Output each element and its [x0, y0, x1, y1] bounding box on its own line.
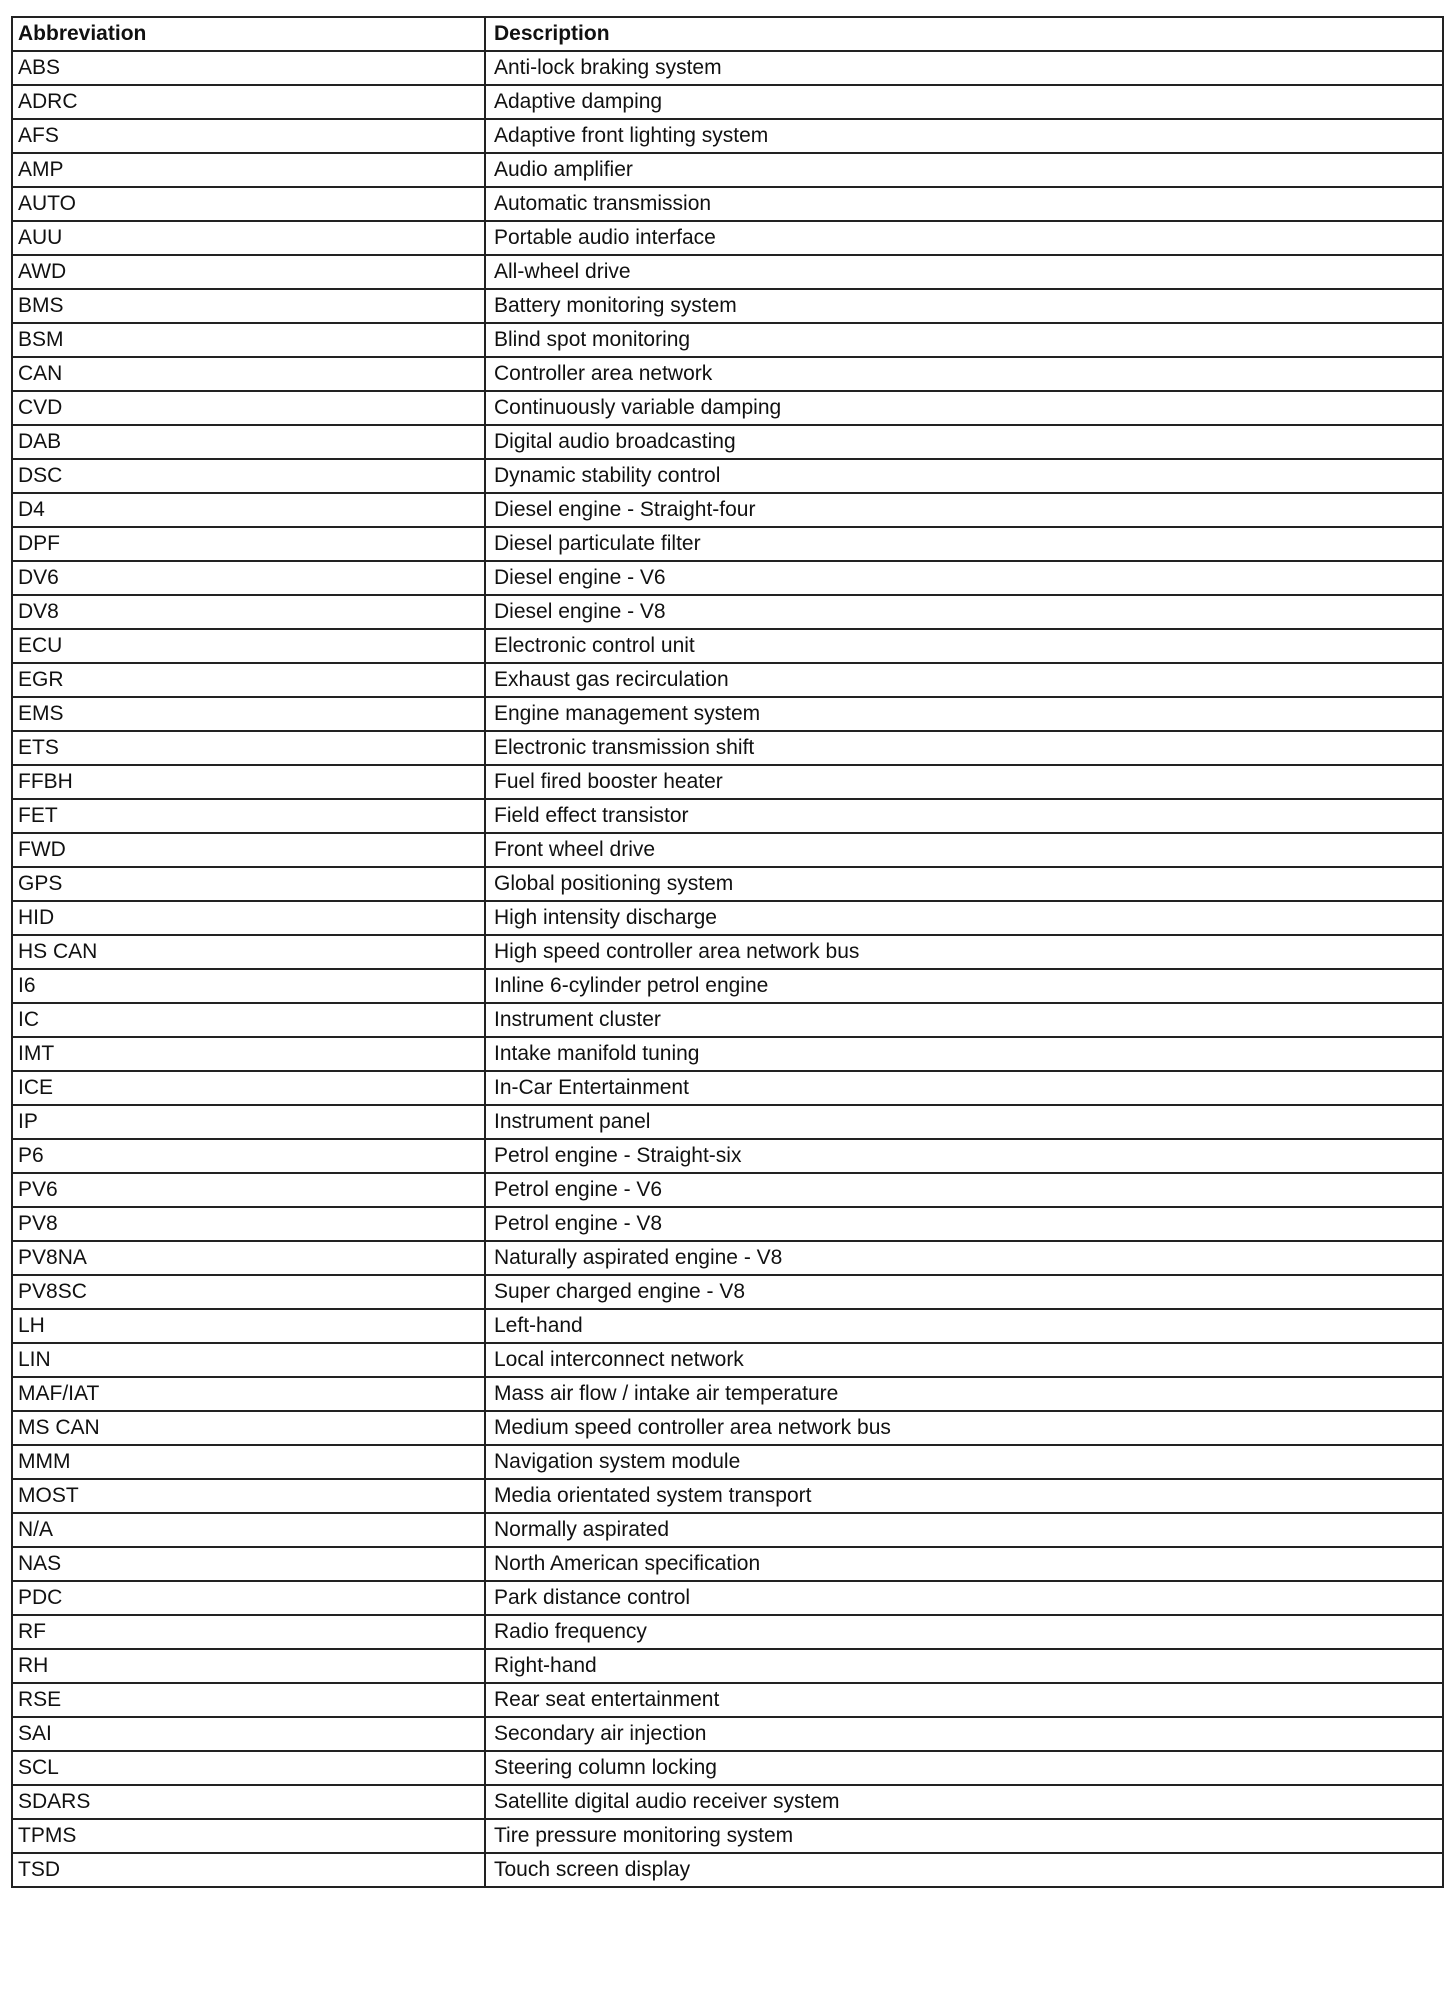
table-row: [12, 765, 1443, 799]
abbreviation-cell: MOST: [12, 1479, 485, 1513]
table-row: [12, 833, 1443, 867]
description-cell: Engine management system: [485, 697, 1443, 731]
description-cell: Local interconnect network: [485, 1343, 1443, 1377]
abbreviation-cell: PV8NA: [12, 1241, 485, 1275]
description-cell: Radio frequency: [485, 1615, 1443, 1649]
abbreviation-cell: NAS: [12, 1547, 485, 1581]
abbreviation-cell: AUU: [12, 221, 485, 255]
description-cell: Media orientated system transport: [485, 1479, 1443, 1513]
description-cell: Normally aspirated: [485, 1513, 1443, 1547]
description-cell: Diesel engine - Straight-four: [485, 493, 1443, 527]
abbreviation-cell: RSE: [12, 1683, 485, 1717]
table-row: [12, 1309, 1443, 1343]
description-cell: Exhaust gas recirculation: [485, 663, 1443, 697]
table-row: [12, 1717, 1443, 1751]
abbreviation-cell: PV8SC: [12, 1275, 485, 1309]
description-cell: Inline 6-cylinder petrol engine: [485, 969, 1443, 1003]
table-row: [12, 595, 1443, 629]
description-cell: Park distance control: [485, 1581, 1443, 1615]
table-row: [12, 527, 1443, 561]
abbreviation-cell: AUTO: [12, 187, 485, 221]
header-abbreviation: Abbreviation: [12, 17, 485, 51]
abbreviation-cell: CAN: [12, 357, 485, 391]
abbreviation-cell: HID: [12, 901, 485, 935]
header-description: Description: [485, 17, 1443, 51]
table-row: [12, 901, 1443, 935]
description-cell: Global positioning system: [485, 867, 1443, 901]
table-row: [12, 1343, 1443, 1377]
description-cell: Digital audio broadcasting: [485, 425, 1443, 459]
header-row: [12, 17, 1443, 51]
description-cell: All-wheel drive: [485, 255, 1443, 289]
table-row: [12, 1275, 1443, 1309]
table-row: [12, 1411, 1443, 1445]
table-row: [12, 357, 1443, 391]
abbreviation-cell: PV6: [12, 1173, 485, 1207]
description-cell: Portable audio interface: [485, 221, 1443, 255]
table-row: [12, 1683, 1443, 1717]
description-cell: Right-hand: [485, 1649, 1443, 1683]
abbreviation-cell: CVD: [12, 391, 485, 425]
abbreviation-cell: DPF: [12, 527, 485, 561]
table-row: [12, 1513, 1443, 1547]
abbreviation-cell: SCL: [12, 1751, 485, 1785]
description-cell: Instrument cluster: [485, 1003, 1443, 1037]
abbreviation-cell: AFS: [12, 119, 485, 153]
abbreviation-cell: DV6: [12, 561, 485, 595]
table-row: [12, 1615, 1443, 1649]
table-row: [12, 969, 1443, 1003]
table-row: [12, 425, 1443, 459]
description-cell: Anti-lock braking system: [485, 51, 1443, 85]
abbreviation-cell: RF: [12, 1615, 485, 1649]
abbreviation-table: [11, 16, 1444, 1888]
table-row: [12, 1105, 1443, 1139]
abbreviation-cell: AMP: [12, 153, 485, 187]
description-cell: Rear seat entertainment: [485, 1683, 1443, 1717]
abbreviation-cell: EMS: [12, 697, 485, 731]
description-cell: Blind spot monitoring: [485, 323, 1443, 357]
table-row: [12, 1445, 1443, 1479]
abbreviation-cell: HS CAN: [12, 935, 485, 969]
description-cell: Petrol engine - V8: [485, 1207, 1443, 1241]
table-row: [12, 1037, 1443, 1071]
table-row: [12, 1003, 1443, 1037]
table-row: [12, 1241, 1443, 1275]
description-cell: High speed controller area network bus: [485, 935, 1443, 969]
abbreviation-cell: IC: [12, 1003, 485, 1037]
table-row: [12, 459, 1443, 493]
abbreviation-cell: IMT: [12, 1037, 485, 1071]
abbreviation-cell: PV8: [12, 1207, 485, 1241]
description-cell: Fuel fired booster heater: [485, 765, 1443, 799]
description-cell: Diesel engine - V8: [485, 595, 1443, 629]
table-row: [12, 935, 1443, 969]
abbreviation-cell: MMM: [12, 1445, 485, 1479]
description-cell: Electronic transmission shift: [485, 731, 1443, 765]
description-cell: Audio amplifier: [485, 153, 1443, 187]
abbreviation-cell: I6: [12, 969, 485, 1003]
abbreviation-cell: BSM: [12, 323, 485, 357]
table-row: [12, 1819, 1443, 1853]
abbreviation-cell: DAB: [12, 425, 485, 459]
table-row: [12, 629, 1443, 663]
table-row: [12, 561, 1443, 595]
abbreviation-cell: DSC: [12, 459, 485, 493]
abbreviation-cell: AWD: [12, 255, 485, 289]
abbreviation-cell: FFBH: [12, 765, 485, 799]
description-cell: Intake manifold tuning: [485, 1037, 1443, 1071]
table-row: [12, 1173, 1443, 1207]
abbreviation-cell: D4: [12, 493, 485, 527]
abbreviation-cell: IP: [12, 1105, 485, 1139]
description-cell: Medium speed controller area network bus: [485, 1411, 1443, 1445]
table-row: [12, 1751, 1443, 1785]
description-cell: High intensity discharge: [485, 901, 1443, 935]
table-row: [12, 1649, 1443, 1683]
abbreviation-cell: LH: [12, 1309, 485, 1343]
description-cell: North American specification: [485, 1547, 1443, 1581]
table-row: [12, 1071, 1443, 1105]
description-cell: Dynamic stability control: [485, 459, 1443, 493]
table-row: [12, 323, 1443, 357]
description-cell: Controller area network: [485, 357, 1443, 391]
abbreviation-cell: DV8: [12, 595, 485, 629]
description-cell: Instrument panel: [485, 1105, 1443, 1139]
table-row: [12, 663, 1443, 697]
table-row: [12, 1853, 1443, 1887]
abbreviation-cell: TSD: [12, 1853, 485, 1887]
abbreviation-cell: RH: [12, 1649, 485, 1683]
table-row: [12, 1785, 1443, 1819]
abbreviation-cell: LIN: [12, 1343, 485, 1377]
abbreviation-cell: ECU: [12, 629, 485, 663]
abbreviation-cell: ABS: [12, 51, 485, 85]
abbreviation-cell: ICE: [12, 1071, 485, 1105]
description-cell: Adaptive front lighting system: [485, 119, 1443, 153]
abbreviation-cell: EGR: [12, 663, 485, 697]
abbreviation-cell: ADRC: [12, 85, 485, 119]
abbreviation-cell: SDARS: [12, 1785, 485, 1819]
abbreviation-cell: GPS: [12, 867, 485, 901]
description-cell: Continuously variable damping: [485, 391, 1443, 425]
description-cell: Navigation system module: [485, 1445, 1443, 1479]
table-row: [12, 187, 1443, 221]
table-row: [12, 51, 1443, 85]
description-cell: Super charged engine - V8: [485, 1275, 1443, 1309]
table-row: [12, 799, 1443, 833]
abbreviation-cell: MAF/IAT: [12, 1377, 485, 1411]
description-cell: Steering column locking: [485, 1751, 1443, 1785]
abbreviation-cell: P6: [12, 1139, 485, 1173]
abbreviation-cell: SAI: [12, 1717, 485, 1751]
table-row: [12, 289, 1443, 323]
description-cell: Touch screen display: [485, 1853, 1443, 1887]
abbreviation-cell: N/A: [12, 1513, 485, 1547]
table-row: [12, 255, 1443, 289]
description-cell: Left-hand: [485, 1309, 1443, 1343]
table-row: [12, 1139, 1443, 1173]
description-cell: Petrol engine - V6: [485, 1173, 1443, 1207]
abbreviation-cell: FET: [12, 799, 485, 833]
table-row: [12, 493, 1443, 527]
table-row: [12, 85, 1443, 119]
table-row: [12, 697, 1443, 731]
table-row: [12, 867, 1443, 901]
abbreviation-cell: FWD: [12, 833, 485, 867]
abbreviation-cell: PDC: [12, 1581, 485, 1615]
description-cell: Diesel particulate filter: [485, 527, 1443, 561]
description-cell: In-Car Entertainment: [485, 1071, 1443, 1105]
description-cell: Automatic transmission: [485, 187, 1443, 221]
table-row: [12, 1581, 1443, 1615]
table-row: [12, 221, 1443, 255]
abbreviation-cell: MS CAN: [12, 1411, 485, 1445]
table-row: [12, 1377, 1443, 1411]
table-row: [12, 1207, 1443, 1241]
table-row: [12, 153, 1443, 187]
description-cell: Tire pressure monitoring system: [485, 1819, 1443, 1853]
description-cell: Naturally aspirated engine - V8: [485, 1241, 1443, 1275]
description-cell: Electronic control unit: [485, 629, 1443, 663]
description-cell: Diesel engine - V6: [485, 561, 1443, 595]
description-cell: Battery monitoring system: [485, 289, 1443, 323]
table-row: [12, 391, 1443, 425]
description-cell: Satellite digital audio receiver system: [485, 1785, 1443, 1819]
table-row: [12, 1547, 1443, 1581]
abbreviation-cell: BMS: [12, 289, 485, 323]
description-cell: Mass air flow / intake air temperature: [485, 1377, 1443, 1411]
description-cell: Adaptive damping: [485, 85, 1443, 119]
table-body: [12, 51, 1443, 1887]
description-cell: Field effect transistor: [485, 799, 1443, 833]
abbreviation-cell: TPMS: [12, 1819, 485, 1853]
description-cell: Front wheel drive: [485, 833, 1443, 867]
description-cell: Secondary air injection: [485, 1717, 1443, 1751]
abbreviation-cell: ETS: [12, 731, 485, 765]
table-row: [12, 1479, 1443, 1513]
description-cell: Petrol engine - Straight-six: [485, 1139, 1443, 1173]
table-row: [12, 119, 1443, 153]
table-row: [12, 731, 1443, 765]
